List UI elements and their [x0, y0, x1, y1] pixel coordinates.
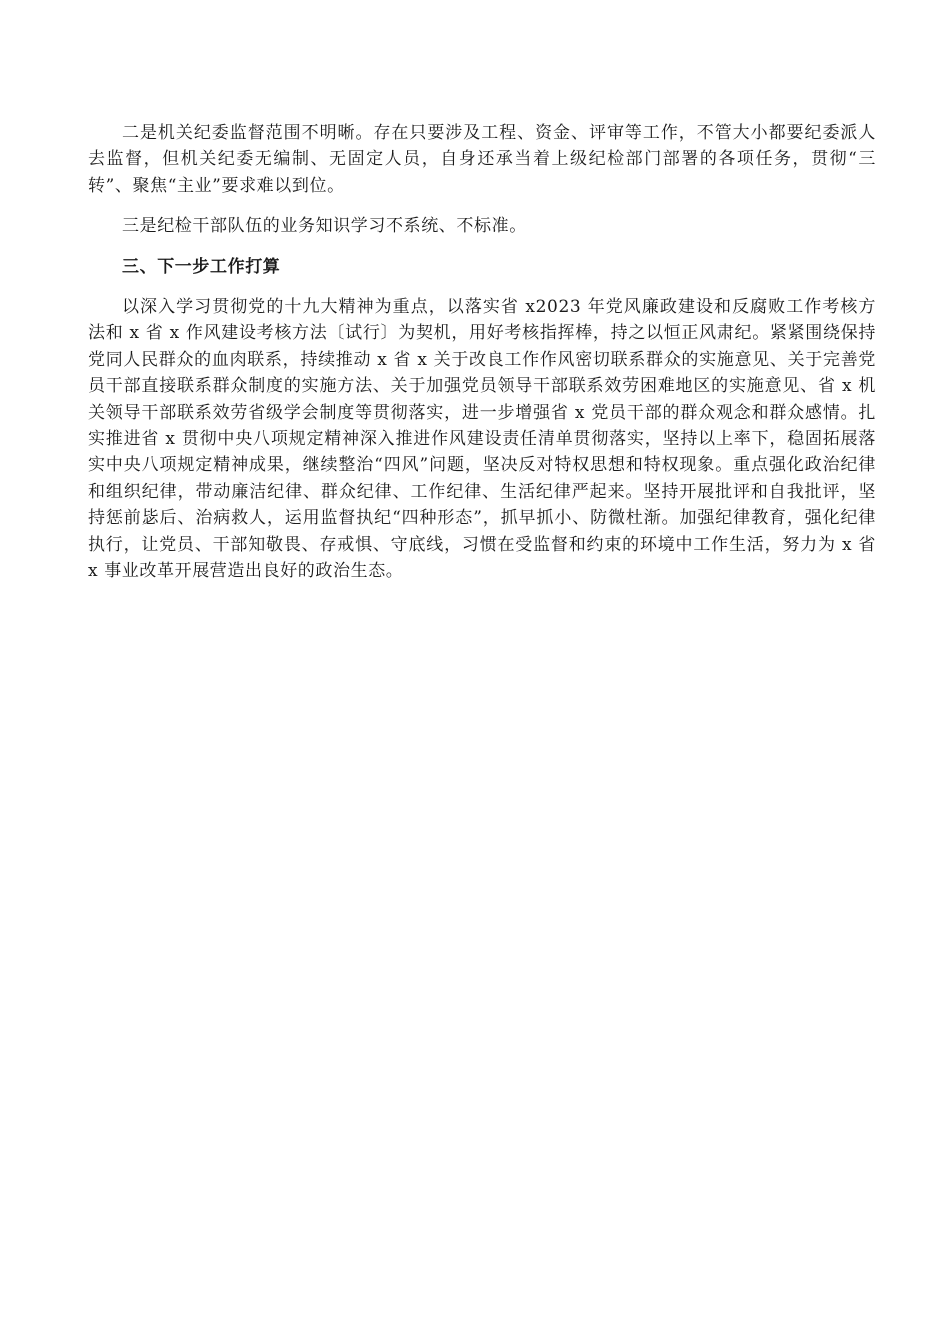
section-heading-next-steps: 三、下一步工作打算 [122, 256, 281, 277]
paragraph-work-plan: 以深入学习贯彻党的十九大精神为重点，以落实省 x2023 年党风廉政建设和反腐败工作考核方法和 x 省 x 作风建设考核方法〔试行〕为契机，用好考核指挥棒，持之以恒正风肃纪。紧紧围绕保持党同人民群众的血肉联系，持续推动 x 省 x 关于改良工作作风密切联系群众的实施意见、关于完善党员干部直接联系群众制度的实施方法、关于加强党员领导干部联系效劳困难地区的实施意见、省 x 机关领导干部联系效劳省级学会制度等贯彻落实，进一步增强省 x 党员干部的群众观念和群众感情。扎实推进省 x 贯彻中央八项规定精神深入推进作风建设责任清单贯彻落实，坚持以上率下，稳固拓展落实中央八项规定精神成果，继续整治“四风”问题，坚决反对特权思想和特权现象。重点强化政治纪律和组织纪律，带动廉洁纪律、群众纪律、工作纪律、生活纪律严起来。坚持开展批评和自我批评，坚持惩前毖后、治病救人，运用监督执纪“四种形态”，抓早抓小、防微杜渐。加强纪律教育，强化纪律执行，让党员、干部知敬畏、存戒惧、守底线，习惯在受监督和约束的环境中工作生活，努力为 x 省 x 事业改革开展营造出良好的政治生态。 [88, 297, 876, 582]
paragraph-supervision-scope: 二是机关纪委监督范围不明晰。存在只要涉及工程、资金、评审等工作，不管大小都要纪委派人去监督，但机关纪委无编制、无固定人员，自身还承当着上级纪检部门部署的各项任务，贯彻“三转”、聚焦“主业”要求难以到位。 [88, 123, 876, 196]
paragraph-staff-study: 三是纪检干部队伍的业务知识学习不系统、不标准。 [122, 216, 527, 237]
document-body [88, 120, 876, 599]
